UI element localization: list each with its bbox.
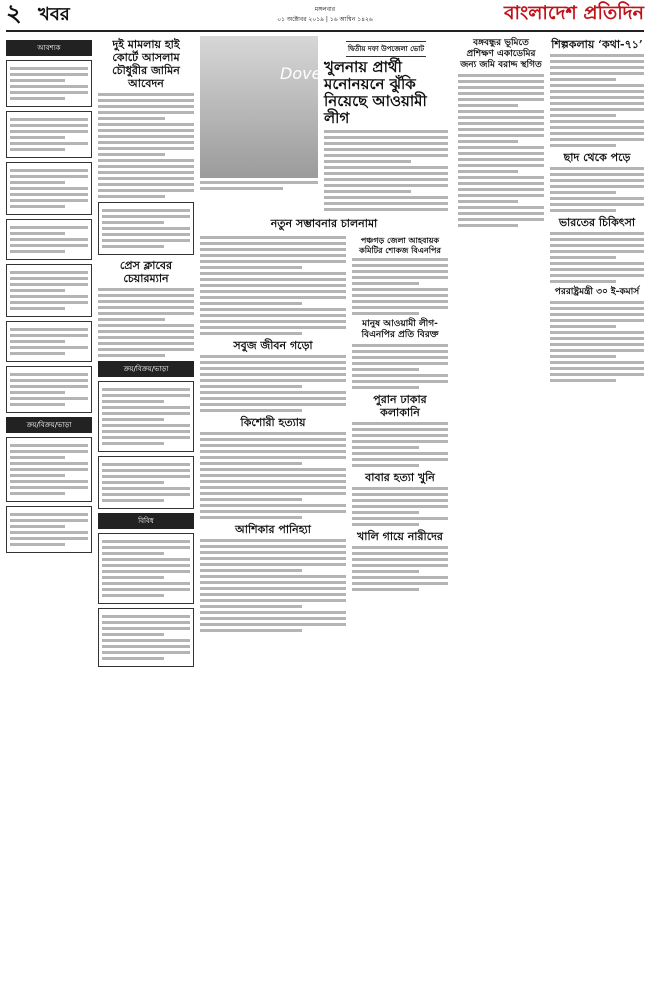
main-column	[200, 36, 448, 980]
ad-box	[6, 437, 92, 502]
news-column-2	[98, 36, 194, 980]
headline-india-treatment: ভারতের চিকিৎসা	[558, 216, 636, 229]
headline-ecommerce: পররাষ্ট্রমন্ত্রী ৩০ ই-কমার্স	[554, 287, 640, 297]
dateline	[206, 6, 444, 25]
headline-ashikar: আশিকার পানিহ্যা	[235, 523, 311, 536]
buy-sell-bar: ক্রয়/বিক্রয়/ভাড়া	[98, 361, 194, 377]
article-body	[458, 74, 544, 227]
headline-green-life: সবুজ জীবন গড়ো	[233, 339, 313, 352]
photo-brand: Dove	[280, 64, 322, 83]
ad-box	[6, 264, 92, 317]
paper-name: বাংলাদেশ প্রতিদিন	[503, 2, 644, 24]
headline-press-club: প্রেস ক্লাবের চেয়ারম্যান	[119, 259, 173, 285]
headline-people-annoyed: মানুষ আওয়ামী লীগ-বিএনপির প্রতি বিরক্ত	[361, 319, 439, 340]
ad-box	[6, 321, 92, 362]
photo-caption	[200, 181, 318, 190]
ad-box	[98, 381, 194, 452]
classifieds-column	[6, 36, 92, 980]
article-body	[550, 232, 644, 283]
ad-box	[6, 219, 92, 260]
ad-box	[98, 533, 194, 604]
article-body	[200, 236, 346, 335]
section-name: খবর	[38, 3, 70, 25]
misc-bar: বিবিধ	[98, 513, 194, 529]
ad-box	[6, 506, 92, 553]
lead-headline: খুলনায় প্রার্থী মনোনয়নে ঝুঁকি নিয়েছে আওয়ামী লীগ	[324, 58, 427, 127]
article-body	[200, 355, 346, 412]
news-column-5	[550, 36, 644, 980]
article-body	[98, 288, 194, 357]
weekday: মঙ্গলবার	[314, 5, 336, 13]
article-body	[98, 93, 194, 198]
headline-aslam: দুই মামলায় হাই কোর্টে আসলাম চৌধুরীর জামিন আবেদন	[112, 38, 180, 90]
article-body	[200, 432, 346, 519]
ad-box	[6, 60, 92, 107]
masthead	[6, 0, 644, 32]
article-body	[352, 258, 448, 315]
ad-box	[6, 111, 92, 158]
photo-story-headline: নতুন সম্ভাবনার চালনামা	[270, 217, 378, 230]
date: ০১ অক্টোবর ২০১৯ | ১৬ আশ্বিন ১৪২৬	[277, 15, 373, 23]
classifieds-heading: আবশ্যক	[6, 40, 92, 56]
article-body	[324, 130, 448, 211]
article-body	[550, 54, 644, 147]
headline-panchagarh: পঞ্চগড় জেলা আহবায়ক কমিটির শোকজ বিএনপির	[359, 235, 441, 255]
article-body	[352, 422, 448, 467]
columns	[6, 36, 644, 980]
ad-box	[98, 608, 194, 667]
news-column-4	[458, 36, 544, 980]
buy-sell-heading: ক্রয়/বিক্রয়/ভাড়া	[6, 417, 92, 433]
paper-logo	[504, 2, 644, 24]
ad-box	[6, 366, 92, 413]
article-body	[352, 344, 448, 389]
headline-old-dhaka: পুরান ঢাকার কলাকানি	[373, 393, 427, 419]
kicker: দ্বিতীয় দফা উপজেলা ভোট	[346, 41, 426, 57]
headline-father-murder: বাবার হত্যা খুনি	[365, 471, 435, 484]
ad-box	[98, 202, 194, 255]
headline-women: খালি গায়ে নারীদের	[357, 530, 443, 543]
event-photo	[200, 36, 322, 178]
headline-fall-roof: ছাদ থেকে পড়ে	[563, 151, 631, 164]
ad-box	[6, 162, 92, 215]
headline-shilpakala: শিল্পকলায় ‘কথা-৭১’	[551, 38, 643, 51]
academy-headline: বঙ্গবন্ধুর ভূমিতে প্রশিক্ষণ একাডেমির জন্য জমি বরাদ্দ স্থগিত	[460, 38, 542, 70]
article-body	[550, 167, 644, 212]
headline-teen-murder: কিশোরী হত্যায়	[240, 416, 306, 429]
article-body	[352, 487, 448, 526]
article-body	[200, 539, 346, 632]
section-number: ২	[6, 0, 22, 27]
article-body	[352, 546, 448, 591]
article-body	[550, 301, 644, 382]
ad-box	[98, 456, 194, 509]
